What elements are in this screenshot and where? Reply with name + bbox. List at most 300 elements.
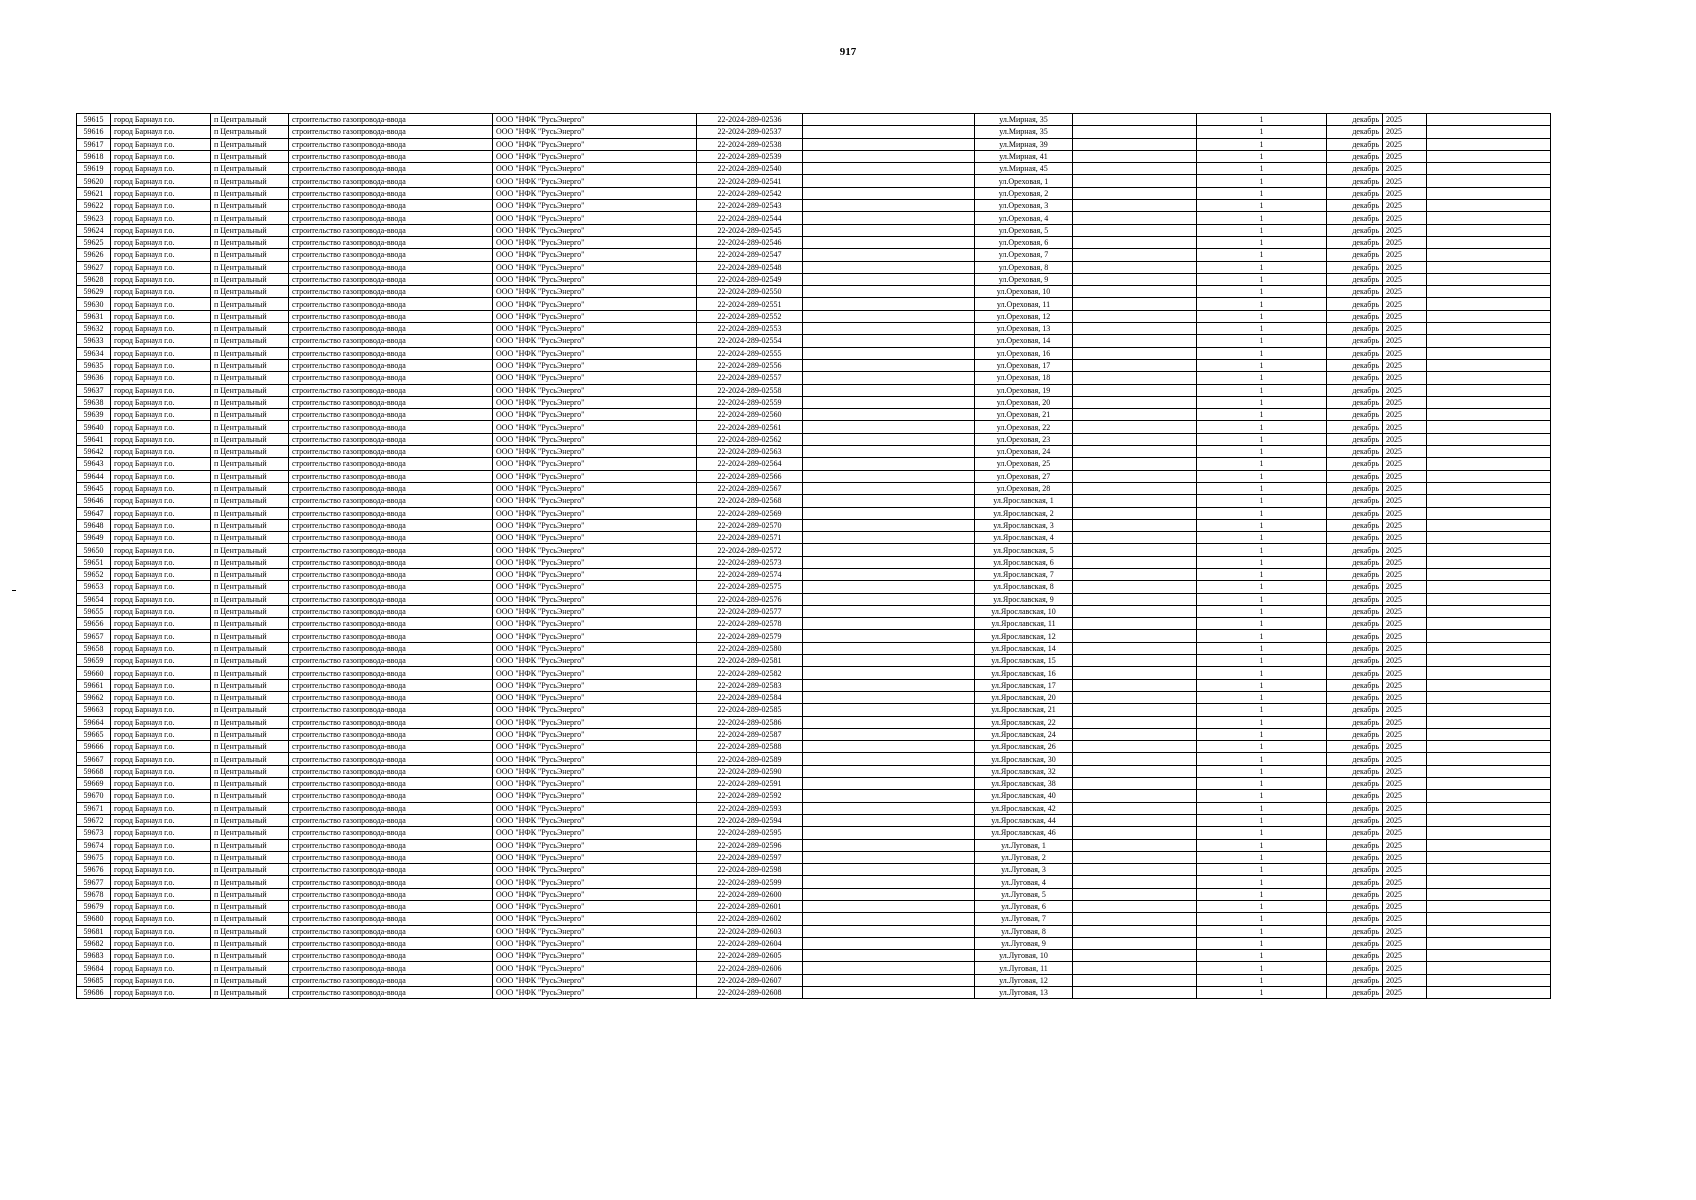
row-number: 59679 xyxy=(77,901,111,913)
empty-cell xyxy=(1073,359,1197,371)
empty-cell xyxy=(803,335,975,347)
row-number: 59633 xyxy=(77,335,111,347)
table-row xyxy=(77,114,1551,126)
quantity-cell: 1 xyxy=(1197,273,1327,285)
empty-cell xyxy=(803,593,975,605)
registration-number-cell: 22-2024-289-02551 xyxy=(697,298,803,310)
work-type-cell: строительство газопровода-ввода xyxy=(289,925,493,937)
organization-cell: ООО "НФК "РусьЭнерго" xyxy=(493,630,697,642)
work-type-cell: строительство газопровода-ввода xyxy=(289,593,493,605)
municipality-cell: город Барнаул г.о. xyxy=(111,802,211,814)
work-type-cell: строительство газопровода-ввода xyxy=(289,691,493,703)
registration-number-cell: 22-2024-289-02536 xyxy=(697,114,803,126)
table-row xyxy=(77,901,1551,913)
organization-cell: ООО "НФК "РусьЭнерго" xyxy=(493,753,697,765)
municipality-cell: город Барнаул г.о. xyxy=(111,765,211,777)
organization-cell: ООО "НФК "РусьЭнерго" xyxy=(493,261,697,273)
table-row xyxy=(77,802,1551,814)
row-number: 59675 xyxy=(77,851,111,863)
district-cell: п Центральный xyxy=(211,507,289,519)
quantity-cell: 1 xyxy=(1197,704,1327,716)
year-cell: 2025 xyxy=(1383,618,1427,630)
address-cell: ул.Ореховая, 1 xyxy=(975,175,1073,187)
month-cell: декабрь xyxy=(1327,421,1383,433)
empty-cell xyxy=(1427,347,1551,359)
registration-number-cell: 22-2024-289-02596 xyxy=(697,839,803,851)
empty-cell xyxy=(1427,396,1551,408)
work-type-cell: строительство газопровода-ввода xyxy=(289,605,493,617)
address-cell: ул.Луговая, 4 xyxy=(975,876,1073,888)
table-row xyxy=(77,433,1551,445)
organization-cell: ООО "НФК "РусьЭнерго" xyxy=(493,175,697,187)
district-cell: п Центральный xyxy=(211,187,289,199)
work-type-cell: строительство газопровода-ввода xyxy=(289,150,493,162)
quantity-cell: 1 xyxy=(1197,618,1327,630)
address-cell: ул.Ореховая, 16 xyxy=(975,347,1073,359)
organization-cell: ООО "НФК "РусьЭнерго" xyxy=(493,482,697,494)
organization-cell: ООО "НФК "РусьЭнерго" xyxy=(493,864,697,876)
empty-cell xyxy=(803,372,975,384)
registration-number-cell: 22-2024-289-02571 xyxy=(697,532,803,544)
empty-cell xyxy=(1073,175,1197,187)
district-cell: п Центральный xyxy=(211,458,289,470)
municipality-cell: город Барнаул г.о. xyxy=(111,814,211,826)
address-cell: ул.Ярославская, 3 xyxy=(975,519,1073,531)
year-cell: 2025 xyxy=(1383,704,1427,716)
month-cell: декабрь xyxy=(1327,642,1383,654)
empty-cell xyxy=(1073,679,1197,691)
table-row xyxy=(77,679,1551,691)
district-cell: п Центральный xyxy=(211,716,289,728)
district-cell: п Центральный xyxy=(211,519,289,531)
quantity-cell: 1 xyxy=(1197,987,1327,999)
empty-cell xyxy=(1427,851,1551,863)
address-cell: ул.Ореховая, 2 xyxy=(975,187,1073,199)
district-cell: п Центральный xyxy=(211,495,289,507)
municipality-cell: город Барнаул г.о. xyxy=(111,532,211,544)
empty-cell xyxy=(1427,482,1551,494)
year-cell: 2025 xyxy=(1383,532,1427,544)
organization-cell: ООО "НФК "РусьЭнерго" xyxy=(493,150,697,162)
row-number: 59627 xyxy=(77,261,111,273)
district-cell: п Центральный xyxy=(211,310,289,322)
municipality-cell: город Барнаул г.о. xyxy=(111,273,211,285)
year-cell: 2025 xyxy=(1383,630,1427,642)
table-row xyxy=(77,888,1551,900)
month-cell: декабрь xyxy=(1327,126,1383,138)
row-number: 59649 xyxy=(77,532,111,544)
row-number: 59683 xyxy=(77,950,111,962)
table-row xyxy=(77,519,1551,531)
quantity-cell: 1 xyxy=(1197,298,1327,310)
table-row xyxy=(77,581,1551,593)
district-cell: п Центральный xyxy=(211,655,289,667)
table-row xyxy=(77,618,1551,630)
year-cell: 2025 xyxy=(1383,409,1427,421)
year-cell: 2025 xyxy=(1383,716,1427,728)
year-cell: 2025 xyxy=(1383,323,1427,335)
row-number: 59674 xyxy=(77,839,111,851)
empty-cell xyxy=(1427,556,1551,568)
registration-number-cell: 22-2024-289-02587 xyxy=(697,728,803,740)
district-cell: п Центральный xyxy=(211,704,289,716)
month-cell: декабрь xyxy=(1327,409,1383,421)
row-number: 59622 xyxy=(77,200,111,212)
year-cell: 2025 xyxy=(1383,236,1427,248)
address-cell: ул.Ярославская, 17 xyxy=(975,679,1073,691)
empty-cell xyxy=(803,298,975,310)
empty-cell xyxy=(803,667,975,679)
year-cell: 2025 xyxy=(1383,605,1427,617)
month-cell: декабрь xyxy=(1327,446,1383,458)
organization-cell: ООО "НФК "РусьЭнерго" xyxy=(493,310,697,322)
quantity-cell: 1 xyxy=(1197,605,1327,617)
empty-cell xyxy=(1073,974,1197,986)
work-type-cell: строительство газопровода-ввода xyxy=(289,532,493,544)
organization-cell: ООО "НФК "РусьЭнерго" xyxy=(493,347,697,359)
quantity-cell: 1 xyxy=(1197,728,1327,740)
work-type-cell: строительство газопровода-ввода xyxy=(289,396,493,408)
row-number: 59660 xyxy=(77,667,111,679)
year-cell: 2025 xyxy=(1383,642,1427,654)
table-row xyxy=(77,286,1551,298)
organization-cell: ООО "НФК "РусьЭнерго" xyxy=(493,298,697,310)
work-type-cell: строительство газопровода-ввода xyxy=(289,212,493,224)
registration-number-cell: 22-2024-289-02566 xyxy=(697,470,803,482)
month-cell: декабрь xyxy=(1327,605,1383,617)
work-type-cell: строительство газопровода-ввода xyxy=(289,482,493,494)
address-cell: ул.Ярославская, 22 xyxy=(975,716,1073,728)
work-type-cell: строительство газопровода-ввода xyxy=(289,814,493,826)
address-cell: ул.Ореховая, 22 xyxy=(975,421,1073,433)
year-cell: 2025 xyxy=(1383,212,1427,224)
district-cell: п Центральный xyxy=(211,273,289,285)
organization-cell: ООО "НФК "РусьЭнерго" xyxy=(493,716,697,728)
quantity-cell: 1 xyxy=(1197,163,1327,175)
empty-cell xyxy=(1073,839,1197,851)
work-type-cell: строительство газопровода-ввода xyxy=(289,384,493,396)
work-type-cell: строительство газопровода-ввода xyxy=(289,359,493,371)
empty-cell xyxy=(1427,519,1551,531)
district-cell: п Центральный xyxy=(211,679,289,691)
organization-cell: ООО "НФК "РусьЭнерго" xyxy=(493,765,697,777)
empty-cell xyxy=(803,851,975,863)
month-cell: декабрь xyxy=(1327,323,1383,335)
organization-cell: ООО "НФК "РусьЭнерго" xyxy=(493,839,697,851)
empty-cell xyxy=(803,753,975,765)
empty-cell xyxy=(1073,618,1197,630)
quantity-cell: 1 xyxy=(1197,482,1327,494)
registration-number-cell: 22-2024-289-02594 xyxy=(697,814,803,826)
empty-cell xyxy=(1427,175,1551,187)
month-cell: декабрь xyxy=(1327,741,1383,753)
quantity-cell: 1 xyxy=(1197,286,1327,298)
table-row xyxy=(77,974,1551,986)
organization-cell: ООО "НФК "РусьЭнерго" xyxy=(493,950,697,962)
year-cell: 2025 xyxy=(1383,470,1427,482)
address-cell: ул.Ярославская, 8 xyxy=(975,581,1073,593)
month-cell: декабрь xyxy=(1327,987,1383,999)
quantity-cell: 1 xyxy=(1197,741,1327,753)
municipality-cell: город Барнаул г.о. xyxy=(111,716,211,728)
table-row xyxy=(77,310,1551,322)
municipality-cell: город Барнаул г.о. xyxy=(111,507,211,519)
municipality-cell: город Барнаул г.о. xyxy=(111,827,211,839)
quantity-cell: 1 xyxy=(1197,261,1327,273)
row-number: 59631 xyxy=(77,310,111,322)
organization-cell: ООО "НФК "РусьЭнерго" xyxy=(493,200,697,212)
address-cell: ул.Мирная, 45 xyxy=(975,163,1073,175)
empty-cell xyxy=(1073,544,1197,556)
month-cell: декабрь xyxy=(1327,212,1383,224)
year-cell: 2025 xyxy=(1383,359,1427,371)
address-cell: ул.Ярославская, 46 xyxy=(975,827,1073,839)
district-cell: п Центральный xyxy=(211,913,289,925)
empty-cell xyxy=(1427,421,1551,433)
municipality-cell: город Барнаул г.о. xyxy=(111,212,211,224)
table-row xyxy=(77,482,1551,494)
district-cell: п Центральный xyxy=(211,962,289,974)
municipality-cell: город Барнаул г.о. xyxy=(111,728,211,740)
empty-cell xyxy=(1073,716,1197,728)
empty-cell xyxy=(1427,200,1551,212)
municipality-cell: город Барнаул г.о. xyxy=(111,396,211,408)
municipality-cell: город Барнаул г.о. xyxy=(111,593,211,605)
municipality-cell: город Барнаул г.о. xyxy=(111,950,211,962)
organization-cell: ООО "НФК "РусьЭнерго" xyxy=(493,163,697,175)
empty-cell xyxy=(803,421,975,433)
registration-number-cell: 22-2024-289-02554 xyxy=(697,335,803,347)
organization-cell: ООО "НФК "РусьЭнерго" xyxy=(493,286,697,298)
registration-number-cell: 22-2024-289-02564 xyxy=(697,458,803,470)
registration-number-cell: 22-2024-289-02574 xyxy=(697,568,803,580)
year-cell: 2025 xyxy=(1383,790,1427,802)
table-row xyxy=(77,962,1551,974)
empty-cell xyxy=(1427,470,1551,482)
address-cell: ул.Ореховая, 4 xyxy=(975,212,1073,224)
empty-cell xyxy=(803,568,975,580)
work-type-cell: строительство газопровода-ввода xyxy=(289,519,493,531)
address-cell: ул.Ореховая, 19 xyxy=(975,384,1073,396)
year-cell: 2025 xyxy=(1383,433,1427,445)
address-cell: ул.Ярославская, 6 xyxy=(975,556,1073,568)
row-number: 59673 xyxy=(77,827,111,839)
work-type-cell: строительство газопровода-ввода xyxy=(289,827,493,839)
registration-number-cell: 22-2024-289-02602 xyxy=(697,913,803,925)
year-cell: 2025 xyxy=(1383,286,1427,298)
row-number: 59665 xyxy=(77,728,111,740)
quantity-cell: 1 xyxy=(1197,323,1327,335)
year-cell: 2025 xyxy=(1383,458,1427,470)
municipality-cell: город Барнаул г.о. xyxy=(111,790,211,802)
municipality-cell: город Барнаул г.о. xyxy=(111,642,211,654)
registration-number-cell: 22-2024-289-02583 xyxy=(697,679,803,691)
district-cell: п Центральный xyxy=(211,864,289,876)
empty-cell xyxy=(803,913,975,925)
year-cell: 2025 xyxy=(1383,667,1427,679)
municipality-cell: город Барнаул г.о. xyxy=(111,482,211,494)
empty-cell xyxy=(1427,286,1551,298)
work-type-cell: строительство газопровода-ввода xyxy=(289,728,493,740)
row-number: 59655 xyxy=(77,605,111,617)
work-type-cell: строительство газопровода-ввода xyxy=(289,655,493,667)
month-cell: декабрь xyxy=(1327,704,1383,716)
table-row xyxy=(77,372,1551,384)
organization-cell: ООО "НФК "РусьЭнерго" xyxy=(493,409,697,421)
row-number: 59686 xyxy=(77,987,111,999)
municipality-cell: город Барнаул г.о. xyxy=(111,175,211,187)
district-cell: п Центральный xyxy=(211,446,289,458)
row-number: 59666 xyxy=(77,741,111,753)
address-cell: ул.Ореховая, 27 xyxy=(975,470,1073,482)
empty-cell xyxy=(1427,778,1551,790)
empty-cell xyxy=(1073,728,1197,740)
row-number: 59680 xyxy=(77,913,111,925)
empty-cell xyxy=(1073,753,1197,765)
year-cell: 2025 xyxy=(1383,200,1427,212)
year-cell: 2025 xyxy=(1383,851,1427,863)
empty-cell xyxy=(1427,138,1551,150)
work-type-cell: строительство газопровода-ввода xyxy=(289,704,493,716)
empty-cell xyxy=(1073,138,1197,150)
address-cell: ул.Луговая, 11 xyxy=(975,962,1073,974)
empty-cell xyxy=(803,359,975,371)
work-type-cell: строительство газопровода-ввода xyxy=(289,200,493,212)
row-number: 59663 xyxy=(77,704,111,716)
empty-cell xyxy=(803,224,975,236)
quantity-cell: 1 xyxy=(1197,150,1327,162)
organization-cell: ООО "НФК "РусьЭнерго" xyxy=(493,691,697,703)
empty-cell xyxy=(1427,163,1551,175)
quantity-cell: 1 xyxy=(1197,901,1327,913)
page-number: 917 xyxy=(839,46,857,58)
municipality-cell: город Барнаул г.о. xyxy=(111,359,211,371)
district-cell: п Центральный xyxy=(211,372,289,384)
work-type-cell: строительство газопровода-ввода xyxy=(289,950,493,962)
month-cell: декабрь xyxy=(1327,888,1383,900)
registration-number-cell: 22-2024-289-02581 xyxy=(697,655,803,667)
district-cell: п Центральный xyxy=(211,630,289,642)
empty-cell xyxy=(1427,827,1551,839)
registration-number-cell: 22-2024-289-02540 xyxy=(697,163,803,175)
year-cell: 2025 xyxy=(1383,876,1427,888)
address-cell: ул.Луговая, 1 xyxy=(975,839,1073,851)
organization-cell: ООО "НФК "РусьЭнерго" xyxy=(493,679,697,691)
registration-number-cell: 22-2024-289-02559 xyxy=(697,396,803,408)
empty-cell xyxy=(1073,249,1197,261)
row-number: 59670 xyxy=(77,790,111,802)
year-cell: 2025 xyxy=(1383,741,1427,753)
table-row xyxy=(77,446,1551,458)
empty-cell xyxy=(803,925,975,937)
month-cell: декабрь xyxy=(1327,150,1383,162)
quantity-cell: 1 xyxy=(1197,138,1327,150)
municipality-cell: город Барнаул г.о. xyxy=(111,962,211,974)
empty-cell xyxy=(1427,212,1551,224)
row-number: 59634 xyxy=(77,347,111,359)
address-cell: ул.Ярославская, 12 xyxy=(975,630,1073,642)
district-cell: п Центральный xyxy=(211,753,289,765)
address-cell: ул.Ореховая, 17 xyxy=(975,359,1073,371)
empty-cell xyxy=(1073,655,1197,667)
address-cell: ул.Ореховая, 3 xyxy=(975,200,1073,212)
organization-cell: ООО "НФК "РусьЭнерго" xyxy=(493,224,697,236)
organization-cell: ООО "НФК "РусьЭнерго" xyxy=(493,962,697,974)
row-number: 59642 xyxy=(77,446,111,458)
municipality-cell: город Барнаул г.о. xyxy=(111,974,211,986)
empty-cell xyxy=(1073,273,1197,285)
empty-cell xyxy=(1427,187,1551,199)
row-number: 59632 xyxy=(77,323,111,335)
organization-cell: ООО "НФК "РусьЭнерго" xyxy=(493,470,697,482)
quantity-cell: 1 xyxy=(1197,519,1327,531)
work-type-cell: строительство газопровода-ввода xyxy=(289,335,493,347)
organization-cell: ООО "НФК "РусьЭнерго" xyxy=(493,605,697,617)
municipality-cell: город Барнаул г.о. xyxy=(111,236,211,248)
empty-cell xyxy=(1427,249,1551,261)
table-row xyxy=(77,568,1551,580)
quantity-cell: 1 xyxy=(1197,642,1327,654)
row-number: 59652 xyxy=(77,568,111,580)
organization-cell: ООО "НФК "РусьЭнерго" xyxy=(493,704,697,716)
empty-cell xyxy=(1073,876,1197,888)
district-cell: п Центральный xyxy=(211,987,289,999)
empty-cell xyxy=(1073,605,1197,617)
empty-cell xyxy=(1427,593,1551,605)
registration-number-cell: 22-2024-289-02604 xyxy=(697,937,803,949)
registration-number-cell: 22-2024-289-02582 xyxy=(697,667,803,679)
empty-cell xyxy=(1427,630,1551,642)
district-cell: п Центральный xyxy=(211,778,289,790)
organization-cell: ООО "НФК "РусьЭнерго" xyxy=(493,384,697,396)
district-cell: п Центральный xyxy=(211,642,289,654)
quantity-cell: 1 xyxy=(1197,802,1327,814)
empty-cell xyxy=(1427,642,1551,654)
empty-cell xyxy=(803,261,975,273)
district-cell: п Центральный xyxy=(211,335,289,347)
year-cell: 2025 xyxy=(1383,888,1427,900)
address-cell: ул.Ореховая, 6 xyxy=(975,236,1073,248)
registration-number-cell: 22-2024-289-02597 xyxy=(697,851,803,863)
empty-cell xyxy=(1427,335,1551,347)
organization-cell: ООО "НФК "РусьЭнерго" xyxy=(493,655,697,667)
month-cell: декабрь xyxy=(1327,655,1383,667)
organization-cell: ООО "НФК "РусьЭнерго" xyxy=(493,814,697,826)
municipality-cell: город Барнаул г.о. xyxy=(111,433,211,445)
year-cell: 2025 xyxy=(1383,814,1427,826)
empty-cell xyxy=(1073,372,1197,384)
district-cell: п Центральный xyxy=(211,618,289,630)
empty-cell xyxy=(1073,802,1197,814)
registration-number-cell: 22-2024-289-02550 xyxy=(697,286,803,298)
registration-number-cell: 22-2024-289-02573 xyxy=(697,556,803,568)
quantity-cell: 1 xyxy=(1197,962,1327,974)
quantity-cell: 1 xyxy=(1197,876,1327,888)
empty-cell xyxy=(1073,556,1197,568)
registration-number-cell: 22-2024-289-02590 xyxy=(697,765,803,777)
municipality-cell: город Барнаул г.о. xyxy=(111,298,211,310)
municipality-cell: город Барнаул г.о. xyxy=(111,335,211,347)
empty-cell xyxy=(1073,212,1197,224)
district-cell: п Центральный xyxy=(211,261,289,273)
year-cell: 2025 xyxy=(1383,446,1427,458)
empty-cell xyxy=(1073,913,1197,925)
row-number: 59617 xyxy=(77,138,111,150)
year-cell: 2025 xyxy=(1383,335,1427,347)
municipality-cell: город Барнаул г.о. xyxy=(111,851,211,863)
district-cell: п Центральный xyxy=(211,790,289,802)
year-cell: 2025 xyxy=(1383,974,1427,986)
